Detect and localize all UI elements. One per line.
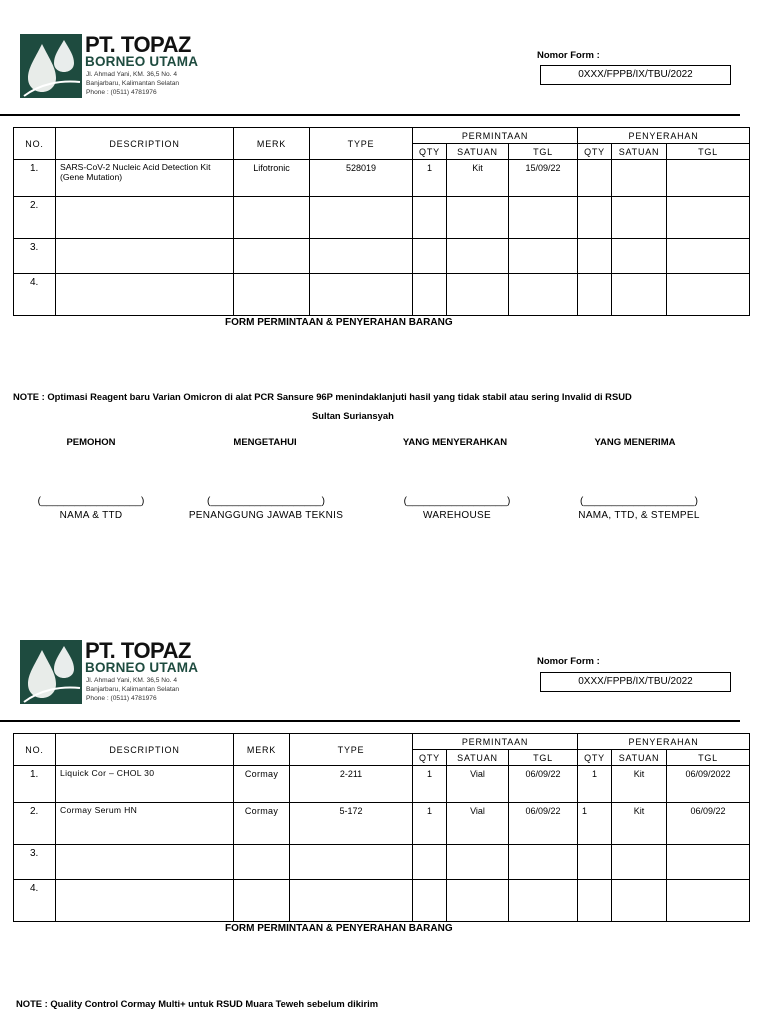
row-number: 4. [14,880,56,922]
signature-role-menerima: YANG MENERIMA [594,437,676,448]
row-permintaan-satuan: Vial [447,766,509,803]
signature-line: (____________________) [207,496,325,507]
row-description: Cormay Serum HN [56,803,234,845]
row-penyerahan-tgl [667,845,750,880]
row-permintaan-qty: 1 [413,803,447,845]
request-table-1 [13,127,750,316]
company-address-line1: Jl. Ahmad Yani, KM. 36,5 No. 4 [86,71,178,78]
signature-line: (__________________) [37,496,145,507]
row-permintaan-satuan [447,197,509,239]
company-subtitle: BORNEO UTAMA [85,54,199,69]
row-permintaan-tgl [509,274,578,316]
row-penyerahan-tgl [667,197,750,239]
row-number: 1. [14,766,56,803]
row-description: Liquick Cor – CHOL 30 [56,766,234,803]
row-description [56,239,234,274]
row-description: SARS-CoV-2 Nucleic Acid Detection Kit (Gene Mutation) [56,160,234,197]
table-row [14,239,750,274]
company-address-line2: Banjarbaru, Kalimantan Selatan [86,686,180,693]
row-penyerahan-qty [578,197,612,239]
row-type [290,880,413,922]
penyerahan-header: PENYERAHAN [578,734,750,750]
col-merk-header: MERK [234,734,290,766]
nomor-form-label: Nomor Form : [537,656,600,667]
row-number: 4. [14,274,56,316]
header-divider [0,114,740,116]
row-permintaan-tgl [509,239,578,274]
row-penyerahan-qty [578,239,612,274]
col-no-header: NO. [14,128,56,160]
row-permintaan-tgl: 06/09/22 [509,803,578,845]
nomor-form-label: Nomor Form : [537,50,600,61]
row-merk [234,197,310,239]
company-phone: Phone : (0511) 4781976 [86,695,157,702]
signature-caption: PENANGGUNG JAWAB TEKNIS [188,510,344,521]
row-permintaan-qty: 1 [413,766,447,803]
row-penyerahan-satuan [612,274,667,316]
row-penyerahan-qty [578,160,612,197]
permintaan-tgl-header: TGL [509,144,578,160]
table-row [14,274,750,316]
row-number: 2. [14,803,56,845]
col-description-header: DESCRIPTION [56,734,234,766]
row-description [56,197,234,239]
permintaan-satuan-header: SATUAN [447,750,509,766]
row-permintaan-qty [413,239,447,274]
row-permintaan-satuan [447,880,509,922]
row-permintaan-qty [413,880,447,922]
penyerahan-tgl-header: TGL [667,750,750,766]
row-penyerahan-satuan [612,239,667,274]
row-type [310,239,413,274]
permintaan-tgl-header: TGL [509,750,578,766]
row-penyerahan-qty: 1 [578,803,612,845]
row-description [56,880,234,922]
permintaan-header: PERMINTAAN [413,128,578,144]
row-penyerahan-tgl: 06/09/2022 [667,766,750,803]
row-penyerahan-tgl [667,239,750,274]
row-permintaan-qty: 1 [413,160,447,197]
row-penyerahan-satuan [612,160,667,197]
nomor-form-value: 0XXX/FPPB/IX/TBU/2022 [540,672,731,692]
row-number: 1. [14,160,56,197]
col-merk-header: MERK [234,128,310,160]
row-permintaan-satuan [447,239,509,274]
row-number: 3. [14,239,56,274]
row-penyerahan-tgl: 06/09/22 [667,803,750,845]
signature-caption: WAREHOUSE [423,510,491,521]
form-title: FORM PERMINTAAN & PENYERAHAN BARANG [225,923,453,934]
row-merk: Cormay [234,766,290,803]
table-row [14,880,750,922]
row-permintaan-tgl [509,880,578,922]
company-address-line1: Jl. Ahmad Yani, KM. 36,5 No. 4 [86,677,178,684]
table-row [14,197,750,239]
company-phone: Phone : (0511) 4781976 [86,89,157,96]
row-permintaan-satuan: Kit [447,160,509,197]
row-permintaan-satuan: Vial [447,803,509,845]
nomor-form-value: 0XXX/FPPB/IX/TBU/2022 [540,65,731,85]
row-merk [234,845,290,880]
request-table-2 [13,733,750,922]
table-row [14,766,750,803]
row-permintaan-satuan [447,274,509,316]
permintaan-qty-header: QTY [413,750,447,766]
row-penyerahan-satuan [612,880,667,922]
row-permintaan-tgl: 15/09/22 [509,160,578,197]
signature-caption: NAMA, TTD, & STEMPEL [578,510,700,521]
col-type-header: TYPE [290,734,413,766]
form-title: FORM PERMINTAAN & PENYERAHAN BARANG [225,317,453,328]
penyerahan-satuan-header: SATUAN [612,750,667,766]
signature-line: (____________________) [580,496,698,507]
row-permintaan-tgl: 06/09/22 [509,766,578,803]
permintaan-qty-header: QTY [413,144,447,160]
row-permintaan-qty [413,845,447,880]
col-no-header: NO. [14,734,56,766]
permintaan-satuan-header: SATUAN [447,144,509,160]
col-type-header: TYPE [310,128,413,160]
row-type: 5-172 [290,803,413,845]
penyerahan-qty-header: QTY [578,750,612,766]
row-penyerahan-satuan [612,845,667,880]
table-row [14,845,750,880]
row-merk: Cormay [234,803,290,845]
row-penyerahan-satuan: Kit [612,803,667,845]
row-description [56,274,234,316]
row-permintaan-satuan [447,845,509,880]
row-permintaan-tgl [509,845,578,880]
row-type: 2-211 [290,766,413,803]
row-merk: Lifotronic [234,160,310,197]
company-name: PT. TOPAZ [85,638,191,663]
company-subtitle: BORNEO UTAMA [85,660,199,675]
signature-role-mengetahui: MENGETAHUI [233,437,297,448]
note-line-2: Sultan Suriansyah [312,410,394,421]
table-row [14,803,750,845]
row-merk [234,274,310,316]
row-permintaan-tgl [509,197,578,239]
row-merk [234,880,290,922]
row-permintaan-qty [413,274,447,316]
signature-role-pemohon: PEMOHON [66,437,116,448]
penyerahan-qty-header: QTY [578,144,612,160]
row-type [290,845,413,880]
note-line-1: NOTE : Quality Control Cormay Multi+ untuk RSUD Muara Teweh sebelum dikirim [16,998,379,1009]
col-description-header: DESCRIPTION [56,128,234,160]
signature-role-menyerahkan: YANG MENYERAHKAN [402,437,508,448]
company-name: PT. TOPAZ [85,32,191,57]
row-permintaan-qty [413,197,447,239]
row-penyerahan-satuan [612,197,667,239]
row-description [56,845,234,880]
table-row [14,160,750,197]
row-type [310,197,413,239]
penyerahan-header: PENYERAHAN [578,128,750,144]
row-penyerahan-satuan: Kit [612,766,667,803]
company-logo-icon [20,640,82,704]
permintaan-header: PERMINTAAN [413,734,578,750]
company-address-line2: Banjarbaru, Kalimantan Selatan [86,80,180,87]
penyerahan-tgl-header: TGL [667,144,750,160]
signature-line: (__________________) [403,496,511,507]
row-penyerahan-tgl [667,274,750,316]
company-logo-icon [20,34,82,98]
header-divider [0,720,740,722]
row-penyerahan-qty: 1 [578,766,612,803]
penyerahan-satuan-header: SATUAN [612,144,667,160]
row-number: 2. [14,197,56,239]
signature-caption: NAMA & TTD [59,510,123,521]
note-line-1: NOTE : Optimasi Reagent baru Varian Omicron di alat PCR Sansure 96P menindaklanjuti hasil yang tidak stabil atau sering Invalid di RSUD [13,391,632,402]
row-penyerahan-qty [578,274,612,316]
row-penyerahan-qty [578,880,612,922]
row-type [310,274,413,316]
row-penyerahan-tgl [667,160,750,197]
row-type: 528019 [310,160,413,197]
row-penyerahan-qty [578,845,612,880]
row-merk [234,239,310,274]
row-number: 3. [14,845,56,880]
row-penyerahan-tgl [667,880,750,922]
